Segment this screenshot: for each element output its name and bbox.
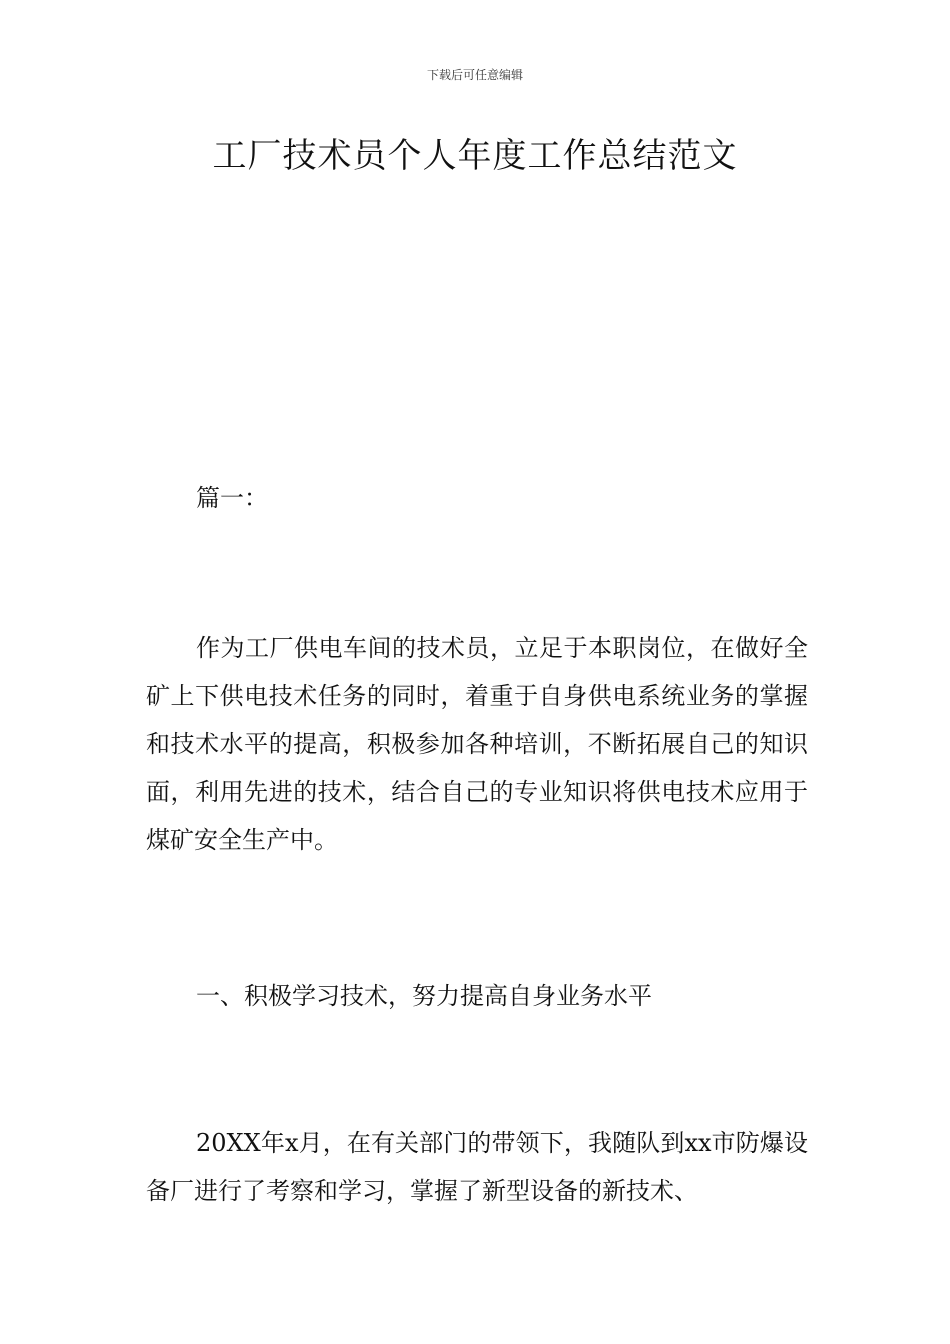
intro-paragraph: 作为工厂供电车间的技术员，立足于本职岗位，在做好全矿上下供电技术任务的同时，着重于自身供电系统业务的掌握和技术水平的提高，积极参加各种培训，不断拓展自己的知识面，利用先进的技术，结合自己的专业知识将供电技术应用于煤矿安全生产中。 — [146, 634, 808, 854]
document-title: 工厂技术员个人年度工作总结范文 — [212, 136, 738, 176]
section-label: 篇一： — [196, 484, 268, 512]
page-header-note: 下载后可任意编辑 — [426, 68, 523, 82]
section-heading: 一、积极学习技术，努力提高自身业务水平 — [196, 982, 652, 1010]
body-paragraph: 20XX年x月，在有关部门的带领下，我随队到xx市防爆设备厂进行了考察和学习，掌握了新型设备的新技术、 — [146, 1129, 808, 1205]
